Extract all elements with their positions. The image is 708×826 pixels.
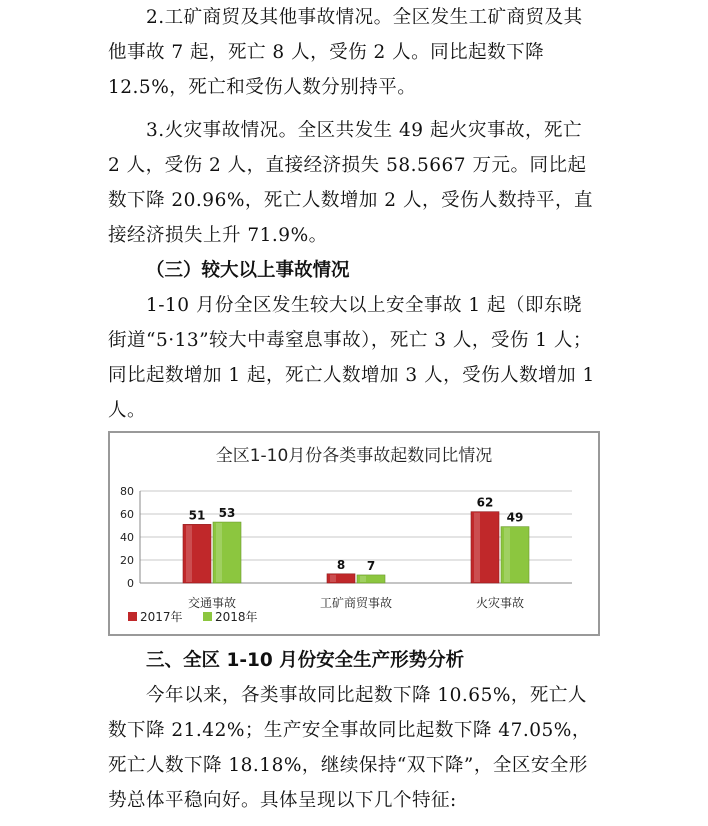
subheading-major-accidents: （三）较大以上事故情况 [146, 260, 350, 281]
paragraph-industrial-accidents: 2.工矿商贸及其他事故情况。全区发生工矿商贸及其他事故 7 起，死亡 8 人，受伤 2 人。同比起数下降 12.5%，死亡和受伤人数分别持平。 [108, 7, 583, 98]
accident-comparison-chart [108, 431, 600, 636]
chart-title: 全区1-10月份各类事故起数同比情况 [215, 446, 493, 466]
data-label: 49 [506, 510, 524, 525]
y-tick-label: 40 [120, 531, 134, 544]
paragraph-major-accidents: 1-10 月份全区发生较大以上安全事故 1 起（即东晓街道“5·13”较大中毒窒息事故），死亡 3 人，受伤 1 人；同比起数增加 1 起，死亡人数增加 3 人，受伤人数增加 1 人。 [108, 295, 595, 421]
x-category-label: 工矿商贸事故 [319, 596, 393, 610]
legend-swatch [128, 612, 137, 621]
legend-swatch [203, 612, 212, 621]
bar-highlight [216, 523, 222, 582]
data-label: 7 [366, 558, 376, 573]
data-label: 51 [188, 508, 206, 523]
y-tick-label: 60 [120, 508, 134, 521]
bar-highlight [474, 513, 480, 582]
data-label: 8 [336, 557, 346, 572]
data-label: 53 [218, 506, 236, 521]
y-tick-label: 80 [120, 485, 134, 498]
paragraph-fire-accidents: 3.火灾事故情况。全区共发生 49 起火灾事故，死亡 2 人，受伤 2 人，直接经济损失 58.5667 万元。同比起数下降 20.96%，死亡人数增加 2 人，受伤人数持平，直接经济损失上升 71.9%。 [108, 120, 593, 246]
x-category-label: 火灾事故 [475, 596, 525, 610]
bar-highlight [360, 576, 366, 582]
paragraph-safety-analysis: 今年以来，各类事故同比起数下降 10.65%，死亡人数下降 21.42%；生产安全事故同比起数下降 47.05%，死亡人数下降 18.18%，继续保持“双下降”，全区安全形势总体平稳向好。具体呈现以下几个特征: [108, 685, 591, 811]
bar-highlight [330, 575, 336, 582]
y-tick-label: 0 [127, 577, 134, 590]
legend-label: 2018年 [215, 610, 258, 624]
x-category-label: 交通事故 [187, 596, 237, 610]
data-label: 62 [476, 495, 494, 510]
y-tick-label: 20 [120, 554, 134, 567]
section-heading-safety-analysis: 三、全区 1-10 月份安全生产形势分析 [146, 650, 465, 671]
chart-svg [110, 433, 598, 634]
bar-highlight [186, 525, 192, 582]
bar-highlight [504, 528, 510, 582]
legend-label: 2017年 [140, 610, 183, 624]
